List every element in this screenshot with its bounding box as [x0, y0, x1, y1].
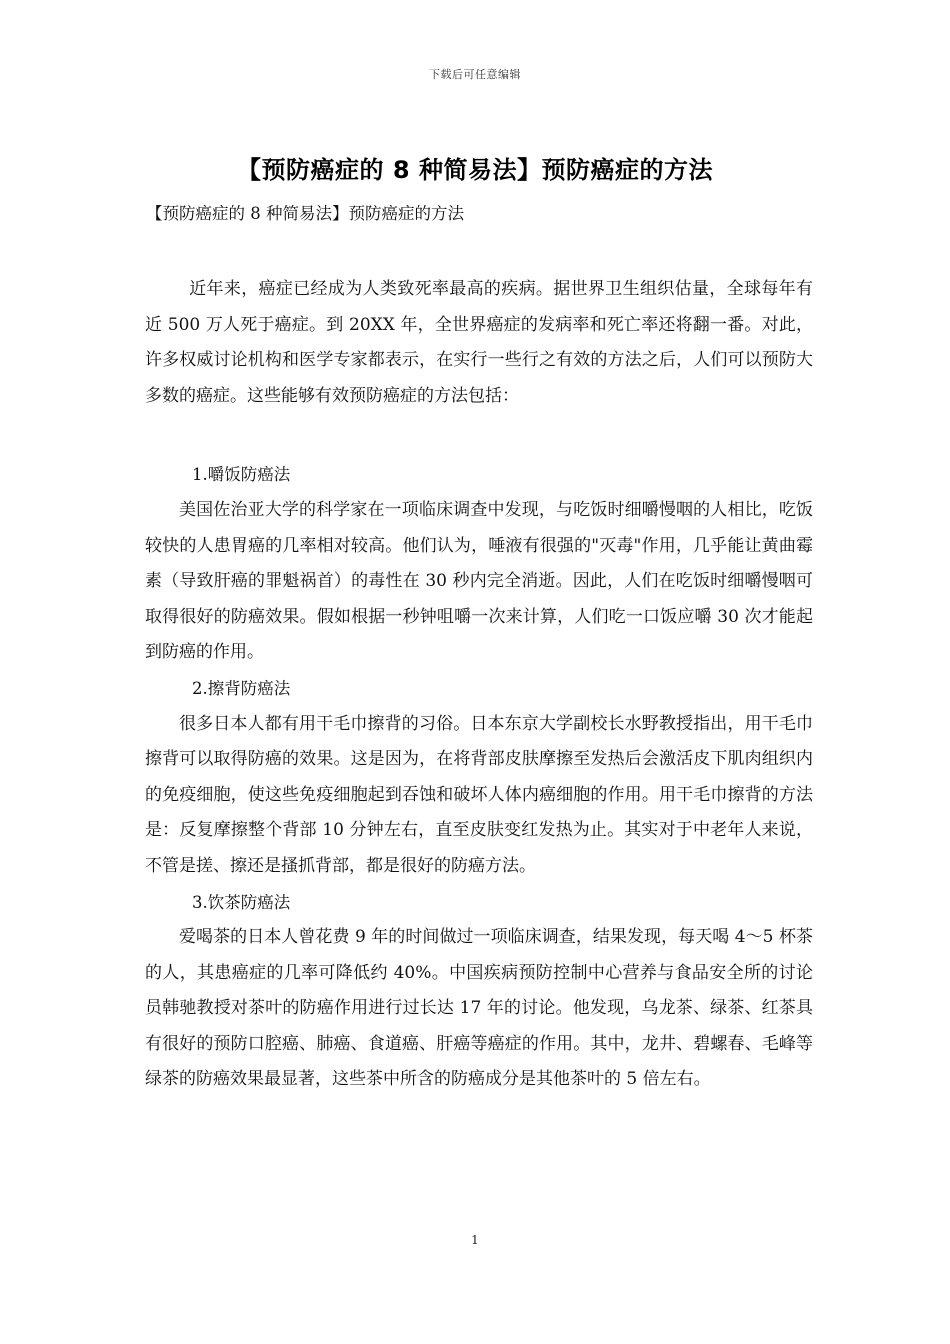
section-heading: 1.嚼饭防癌法 [192, 465, 291, 485]
section-heading: 3.饮茶防癌法 [192, 892, 291, 912]
document-title: 【预防癌症的 8 种简易法】预防癌症的方法 [237, 156, 713, 184]
document-body [145, 272, 813, 1098]
section-heading: 2.擦背防癌法 [192, 678, 291, 698]
page-header-note: 下载后可任意编辑 [429, 68, 521, 81]
section-paragraph: 美国佐治亚大学的科学家在一项临床调查中发现，与吃饭时细嚼慢咽的人相比，吃饭较快的人患胃癌的几率相对较高。他们认为，唾液有很强的"灭毒"作用，几乎能让黄曲霉素（导致肝癌的罪魁祸首）的毒性在 30 秒内完全消逝。因此，人们在吃饭时细嚼慢咽可取得很好的防癌效果。假如根据一秒钟咀嚼一次来计算，人们吃一口饭应嚼 30 次才能起到防癌的作用。 [145, 499, 813, 663]
intro-paragraph: 近年来，癌症已经成为人类致死率最高的疾病。据世界卫生组织估量，全球每年有近 500 万人死于癌症。到 20XX 年，全世界癌症的发病率和死亡率还将翻一番。对此，许多权威讨论机构和医学专家都表示，在实行一些行之有效的方法之后，人们可以预防大多数的癌症。这些能够有效预防癌症的方法包括： [145, 279, 813, 406]
document-subtitle: 【预防癌症的 8 种简易法】预防癌症的方法 [146, 204, 464, 223]
section-paragraph: 爱喝茶的日本人曾花费 9 年的时间做过一项临床调查，结果发现，每天喝 4～5 杯茶的人，其患癌症的几率可降低约 40%。中国疾病预防控制中心营养与食品安全所的讨论员韩驰教授对茶叶的防癌作用进行过长达 17 年的讨论。他发现，乌龙茶、绿茶、红茶具有很好的预防口腔癌、肺癌、食道癌、肝癌等癌症的作用。其中，龙井、碧螺春、毛峰等绿茶的防癌效果最显著，这些茶中所含的防癌成分是其他茶叶的 5 倍左右。 [145, 927, 813, 1090]
page-number: 1 [471, 1233, 479, 1247]
section-paragraph: 很多日本人都有用干毛巾擦背的习俗。日本东京大学副校长水野教授指出，用干毛巾擦背可以取得防癌的效果。这是因为，在将背部皮肤摩擦至发热后会激活皮下肌肉组织内的免疫细胞，使这些免疫细胞起到吞蚀和破坏人体内癌细胞的作用。用干毛巾擦背的方法是：反复摩擦整个背部 10 分钟左右，直至皮肤变红发热为止。其实对于中老年人来说，不管是搓、擦还是搔抓背部，都是很好的防癌方法。 [145, 713, 813, 876]
